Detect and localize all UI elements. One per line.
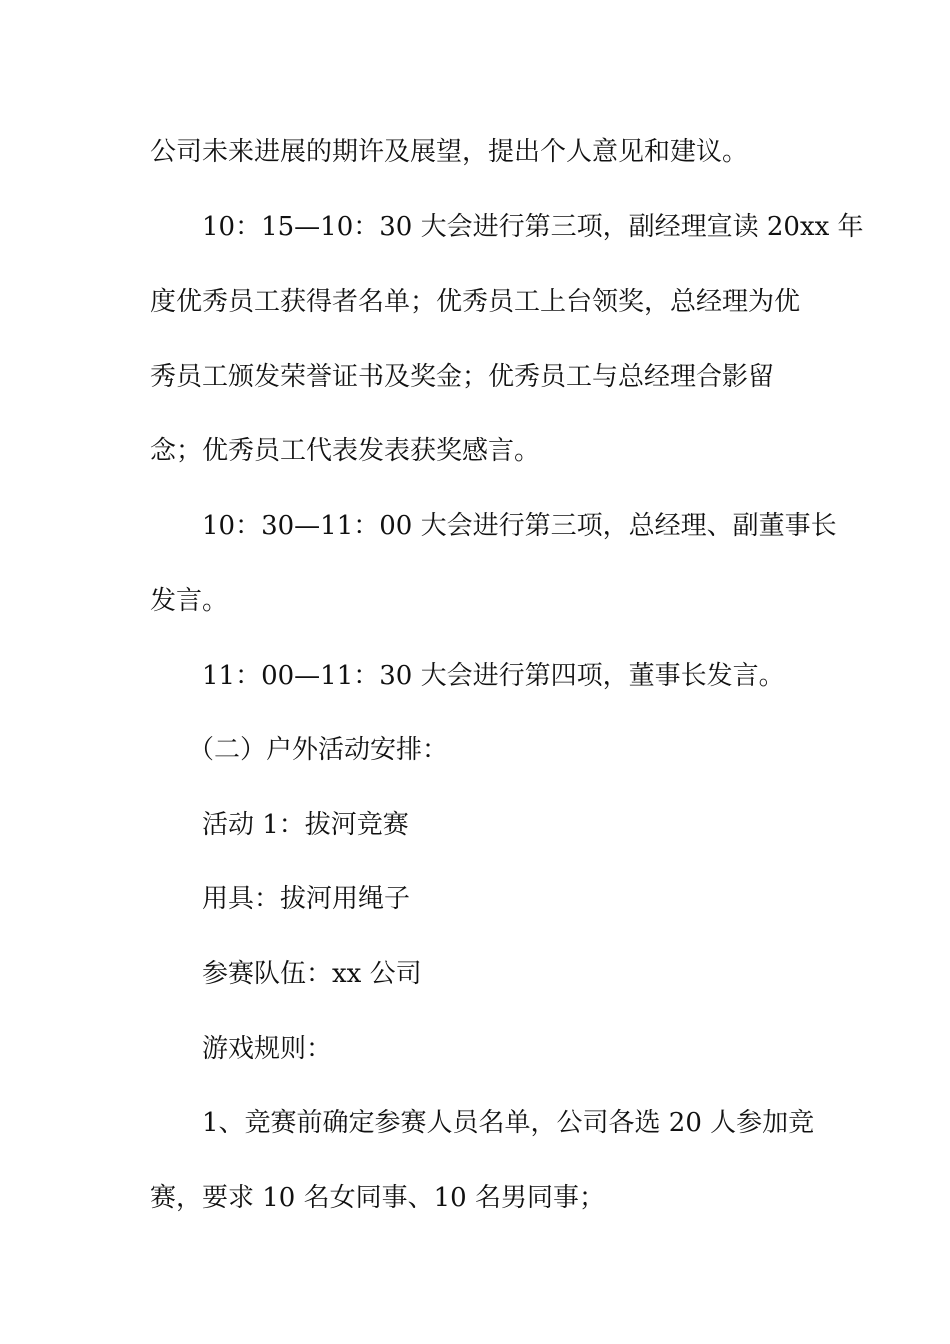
text-line-2: 10：15—10：30 大会进行第三项，副经理宣读 20xx 年 [202,212,864,242]
text-line-1: 公司未来进展的期许及展望，提出个人意见和建议。 [150,137,749,167]
text-line-7: 发言。 [150,586,229,616]
text-line-13: 游戏规则： [202,1034,333,1064]
text-line-11: 用具：拔河用绳子 [202,884,411,914]
text-line-14: 1、竞赛前确定参赛人员名单，公司各选 20 人参加竞 [202,1108,815,1138]
text-line-12: 参赛队伍：xx 公司 [202,959,422,989]
section-heading: （二）户外活动安排： [188,735,449,765]
text-line-4: 秀员工颁发荣誉证书及奖金；优秀员工与总经理合影留 [150,362,775,392]
text-line-5: 念；优秀员工代表发表获奖感言。 [150,436,541,466]
text-line-3: 度优秀员工获得者名单；优秀员工上台领奖，总经理为优 [150,287,801,317]
text-line-10: 活动 1：拔河竞赛 [202,810,409,840]
text-line-15: 赛，要求 10 名女同事、10 名男同事； [150,1183,605,1213]
text-line-6: 10：30—11：00 大会进行第三项，总经理、副董事长 [202,511,837,541]
text-line-8: 11：00—11：30 大会进行第四项，董事长发言。 [202,661,785,691]
